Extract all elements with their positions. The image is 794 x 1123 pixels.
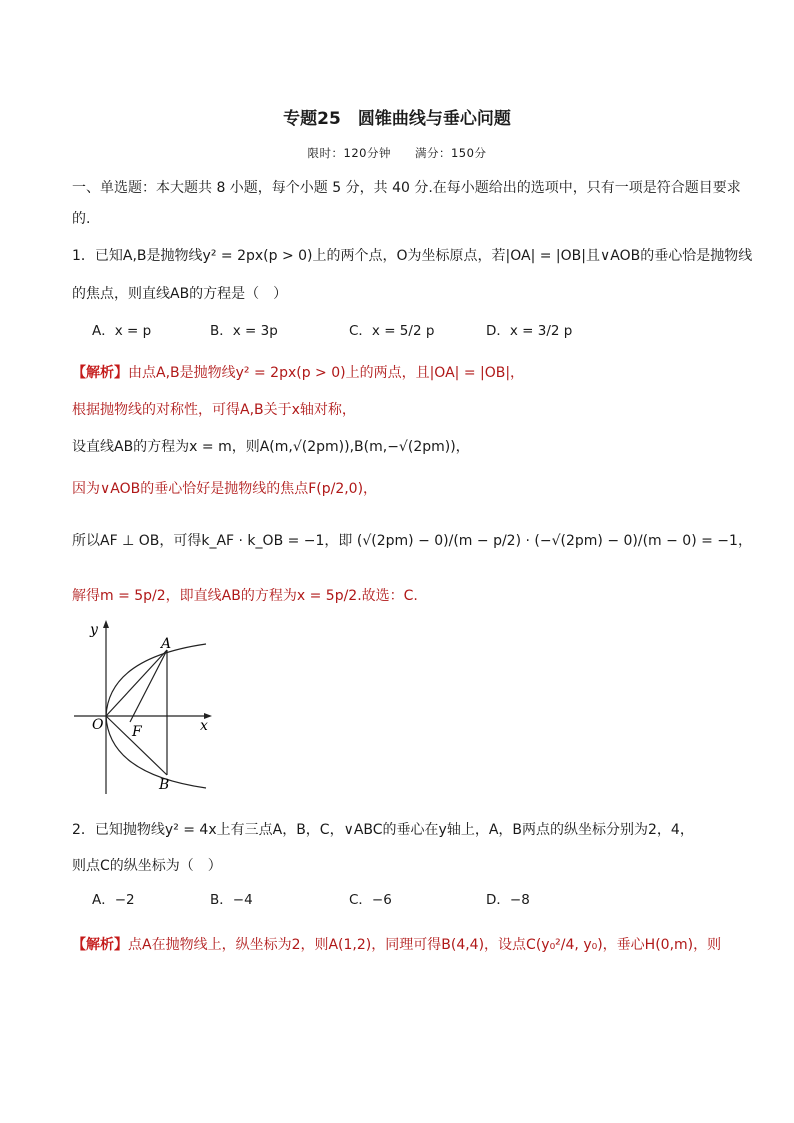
solution-tag: 【解析】: [72, 937, 128, 953]
solution-text: 由点A,B是抛物线y² = 2px(p > 0)上的两点，且|OA| = |OB|，: [128, 365, 525, 381]
label-a: A: [161, 636, 172, 652]
q1-solution-line-6: 解得m = 5p/2，即直线AB的方程为x = 5p/2.故选：C.: [72, 588, 418, 604]
q2-stem-line-2: 则点C的纵坐标为（ ）: [72, 858, 222, 874]
q1-solution-line-2: 根据抛物线的对称性，可得A,B关于x轴对称，: [72, 402, 356, 418]
page-subtitle: 限时：120分钟 满分：150分: [307, 146, 487, 160]
q1-stem-line-2: 的焦点，则直线AB的方程是（ ）: [72, 286, 288, 302]
q1-option-c[interactable]: C．x = 5/2 p: [349, 323, 435, 339]
label-b: B: [159, 777, 170, 793]
q2-option-d[interactable]: D．−8: [486, 892, 530, 908]
label-o: O: [92, 717, 104, 733]
q1-option-d[interactable]: D．x = 3/2 p: [486, 323, 573, 339]
q1-solution-line-4: 因为∨AOB的垂心恰好是抛物线的焦点F(p/2,0)，: [72, 481, 378, 497]
q1-parabola-figure: [68, 618, 228, 798]
segment-af: [130, 650, 167, 722]
y-axis-arrow-icon: [103, 620, 109, 628]
solution-text: 点A在抛物线上，纵坐标为2，则A(1,2)，同理可得B(4,4)，设点C(y₀²/4, y₀)，垂心H(0,m)，则: [128, 937, 722, 953]
solution-tag: 【解析】: [72, 365, 128, 381]
q1-stem-line-1: 1．已知A,B是抛物线y² = 2px(p > 0)上的两个点，O为坐标原点，若|OA| = |OB|且∨AOB的垂心恰是抛物线: [72, 248, 753, 264]
segment-oa: [106, 650, 167, 716]
section-header-line-1: 一、单选题：本大题共 8 小题，每个小题 5 分，共 40 分.在每小题给出的选项中，只有一项是符合题目要求: [72, 180, 741, 196]
section-header-line-2: 的.: [72, 211, 91, 227]
q2-option-a[interactable]: A．−2: [92, 892, 135, 908]
label-y: y: [90, 622, 98, 638]
q1-solution-line-5: 所以AF ⊥ OB，可得k_AF · k_OB = −1，即 (√(2pm) − 0)/(m − p/2) · (−√(2pm) − 0)/(m − 0) = −1，: [72, 533, 752, 549]
q2-stem-line-1: 2．已知抛物线y² = 4x上有三点A，B，C，∨ABC的垂心在y轴上，A，B两点的纵坐标分别为2，4，: [72, 822, 694, 838]
q2-option-c[interactable]: C．−6: [349, 892, 392, 908]
label-f: F: [132, 724, 142, 740]
q1-solution-line-1: [72, 362, 524, 382]
q1-option-a[interactable]: A．x = p: [92, 323, 152, 339]
q1-solution-line-3: 设直线AB的方程为x = m，则A(m,√(2pm)),B(m,−√(2pm))，: [72, 439, 470, 455]
q2-option-b[interactable]: B．−4: [210, 892, 253, 908]
q2-solution-line-1: [72, 934, 752, 954]
q1-option-b[interactable]: B．x = 3p: [210, 323, 278, 339]
label-x: x: [200, 718, 208, 734]
page-title: 专题25 圆锥曲线与垂心问题: [283, 109, 511, 129]
